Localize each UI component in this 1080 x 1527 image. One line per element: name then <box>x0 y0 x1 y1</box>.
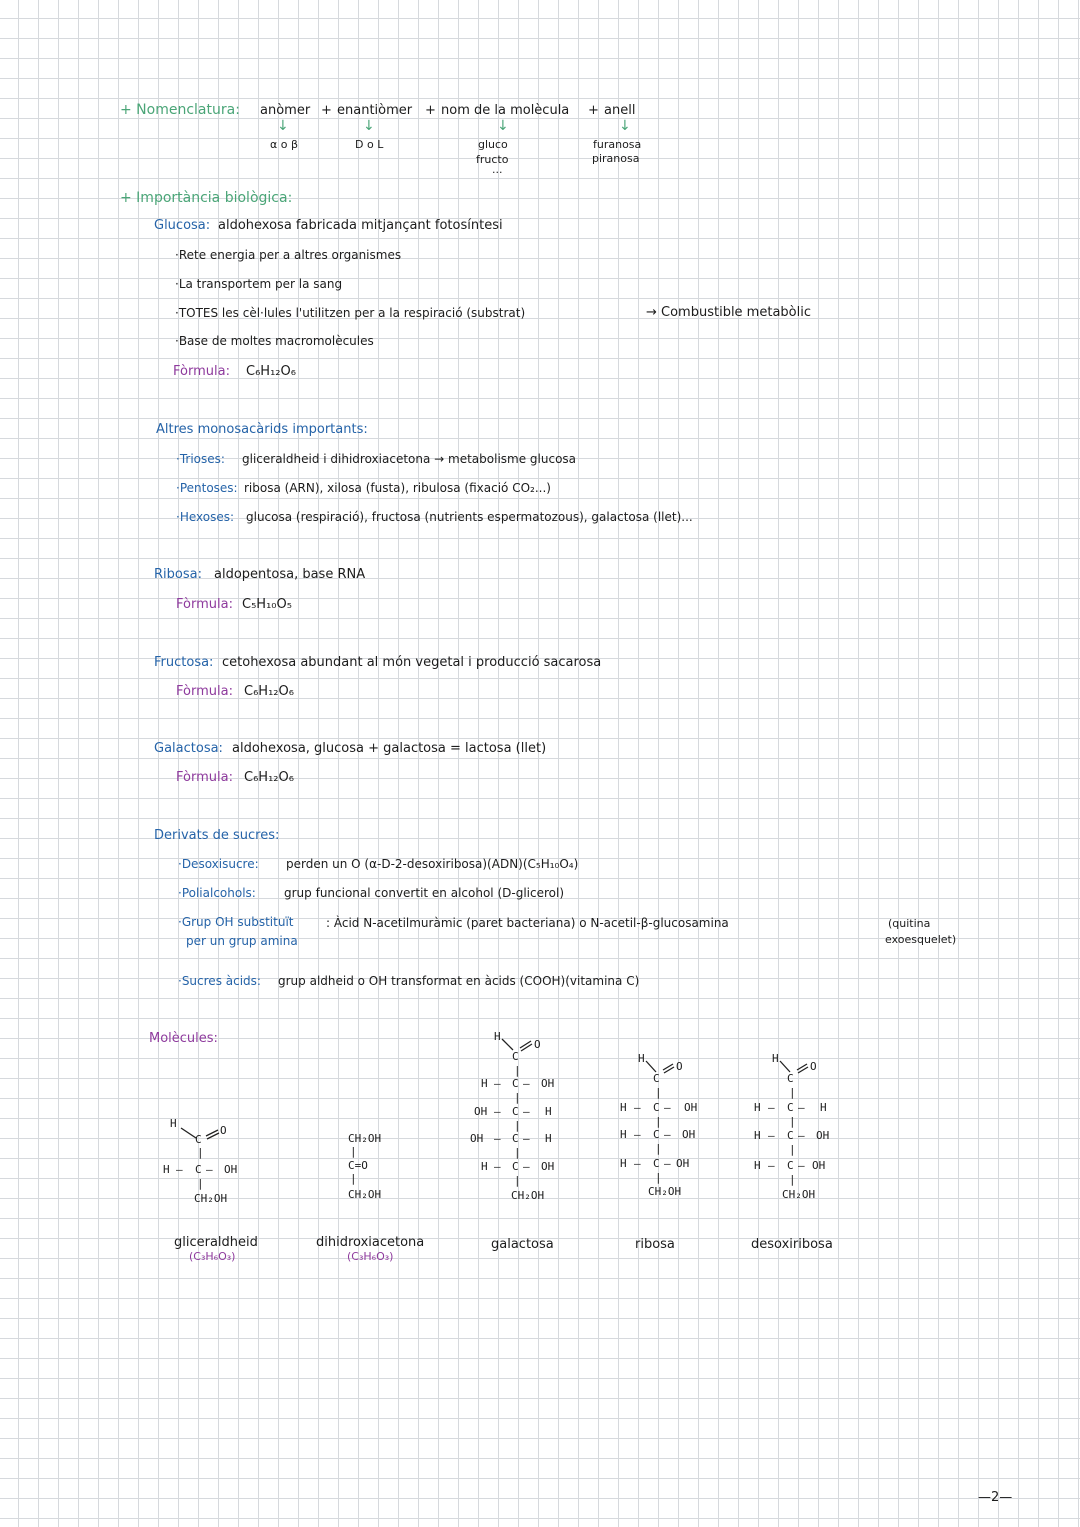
bond-horizontal: — <box>206 1163 213 1176</box>
atom-oh: OH <box>684 1101 698 1114</box>
molecule-name-dihidroxiacetona: dihidroxiacetona <box>316 1235 425 1250</box>
page-number: —2— <box>978 1490 1013 1505</box>
arrow-down-icon: ↓ <box>619 118 631 134</box>
sucres-acids-text: grup aldheid o OH transformat en àcids (COOH)(vitamina C) <box>278 974 640 988</box>
sub-anell-furanosa: furanosa <box>593 138 642 151</box>
nomenclatura-plus-1: + <box>321 103 332 118</box>
bond-vertical: | <box>789 1115 796 1128</box>
atom-ch2oh: CH₂OH <box>782 1188 816 1201</box>
bond-vertical: | <box>197 1146 204 1159</box>
atom-c: C <box>195 1163 202 1176</box>
atom-ch2oh: CH₂OH <box>194 1192 228 1205</box>
atom-oh: OH <box>470 1132 484 1145</box>
nomenclatura-enantiomer: enantiòmer <box>337 103 413 118</box>
atom-oh: OH <box>224 1163 238 1176</box>
trioses-text: gliceraldheid i dihidroxiacetona → metabolisme glucosa <box>242 452 577 466</box>
nomenclatura-nom: nom de la molècula <box>441 103 570 118</box>
glucosa-formula-label: Fòrmula: <box>173 364 230 379</box>
bond-horizontal: — <box>634 1157 641 1170</box>
bond-horizontal: — <box>634 1101 641 1114</box>
ribosa-formula: C₅H₁₀O₅ <box>242 597 292 612</box>
atom-oh: OH <box>541 1077 555 1090</box>
bond-horizontal: — <box>664 1128 671 1141</box>
glucosa-bullet-1: ·Rete energia per a altres organismes <box>175 248 402 262</box>
glucosa-bullet-4: ·Base de moltes macromolècules <box>175 334 374 348</box>
atom-oh: OH <box>816 1129 830 1142</box>
bond-horizontal: — <box>494 1132 501 1145</box>
atom-o: O <box>676 1060 683 1073</box>
galactosa-formula: C₆H₁₂O₆ <box>244 770 294 785</box>
atom-c: C <box>653 1072 660 1085</box>
atom-c: C <box>195 1133 202 1146</box>
galactosa-text: aldohexosa, glucosa + galactosa = lactosa (llet) <box>232 741 547 756</box>
atom-h: H <box>163 1163 170 1176</box>
trioses-label: ·Trioses: <box>176 452 225 466</box>
atom-h: H <box>481 1077 488 1090</box>
bond-vertical: | <box>655 1086 662 1099</box>
molecules-title: Molècules: <box>149 1031 218 1046</box>
bond-vertical: | <box>514 1146 521 1159</box>
bond-vertical: | <box>655 1171 662 1184</box>
atom-oh: OH <box>474 1105 488 1118</box>
polialcohols-label: ·Polialcohols: <box>178 886 256 900</box>
nomenclatura-anell: anell <box>604 103 636 118</box>
bond-vertical: | <box>514 1174 521 1187</box>
atom-c: C <box>787 1101 794 1114</box>
atom-h: H <box>820 1101 827 1114</box>
atom-ch2oh: CH₂OH <box>348 1188 382 1201</box>
sub-anell-piranosa: piranosa <box>592 152 640 165</box>
atom-o: O <box>810 1060 817 1073</box>
grup-oh-label-2: per un grup amina <box>186 934 298 948</box>
arrow-down-icon: ↓ <box>497 118 509 134</box>
ribosa-label: Ribosa: <box>154 567 202 582</box>
bond-vertical: | <box>514 1064 521 1077</box>
atom-h: H <box>754 1159 761 1172</box>
glucosa-bullet-3: ·TOTES les cèl·lules l'utilitzen per a la respiració (substrat) <box>175 306 526 320</box>
sucres-acids-label: ·Sucres àcids: <box>178 974 261 988</box>
bond-horizontal: — <box>176 1163 183 1176</box>
hexoses-label: ·Hexoses: <box>176 510 235 524</box>
desoxisucre-label: ·Desoxisucre: <box>178 857 259 871</box>
atom-h: H <box>620 1128 627 1141</box>
bond-vertical: | <box>514 1091 521 1104</box>
atom-c-eq-o: C=O <box>348 1159 368 1172</box>
bond-horizontal: — <box>798 1129 805 1142</box>
bond-vertical: | <box>655 1142 662 1155</box>
bond-horizontal: — <box>523 1160 530 1173</box>
bond-horizontal: — <box>664 1101 671 1114</box>
bond-vertical: | <box>655 1115 662 1128</box>
nomenclatura-plus-2: + <box>425 103 436 118</box>
atom-ch2oh: CH₂OH <box>511 1189 545 1202</box>
sub-enantiomer: D o L <box>355 138 384 151</box>
atom-c: C <box>653 1157 660 1170</box>
bond-horizontal: — <box>494 1105 501 1118</box>
atom-c: C <box>653 1101 660 1114</box>
atom-h: H <box>170 1117 177 1130</box>
atom-oh: OH <box>676 1157 690 1170</box>
nomenclatura-anomer: anòmer <box>260 103 311 118</box>
atom-h: H <box>545 1132 552 1145</box>
atom-c: C <box>512 1050 519 1063</box>
bond-horizontal: — <box>664 1157 671 1170</box>
atom-h: H <box>754 1101 761 1114</box>
bond-vertical: | <box>789 1173 796 1186</box>
atom-ch2oh: CH₂OH <box>348 1132 382 1145</box>
atom-h: H <box>638 1052 645 1065</box>
polialcohols-text: grup funcional convertit en alcohol (D-glicerol) <box>284 886 564 900</box>
bond-horizontal: — <box>523 1132 530 1145</box>
molecule-name-galactosa: galactosa <box>491 1237 554 1252</box>
fructosa-text: cetohexosa abundant al món vegetal i producció sacarosa <box>222 655 602 670</box>
galactosa-label: Galactosa: <box>154 741 223 756</box>
grup-oh-note-1: (quitina <box>888 917 931 930</box>
desoxisucre-text: perden un O (α-D-2-desoxiribosa)(ADN)(C₅H₁₀O₄) <box>286 857 579 871</box>
grup-oh-note-2: exoesquelet) <box>885 933 957 946</box>
atom-c: C <box>512 1105 519 1118</box>
bond-horizontal: — <box>798 1159 805 1172</box>
fructosa-label: Fructosa: <box>154 655 214 670</box>
combustible-metabolic: → Combustible metabòlic <box>646 305 811 320</box>
sub-nom-etc: ... <box>492 163 503 176</box>
aldehyde-bonds <box>642 1058 692 1082</box>
bond-horizontal: — <box>768 1159 775 1172</box>
grup-oh-text: : Àcid N-acetilmuràmic (paret bacteriana) o N-acetil-β-glucosamina <box>326 916 729 930</box>
bond-horizontal: — <box>798 1101 805 1114</box>
bond-vertical: | <box>350 1172 357 1185</box>
bond-vertical: | <box>197 1177 204 1190</box>
molecule-formula-dihidroxiacetona: (C₃H₆O₃) <box>347 1250 394 1263</box>
ribosa-text: aldopentosa, base RNA <box>214 567 366 582</box>
atom-h: H <box>481 1160 488 1173</box>
bond-vertical: | <box>350 1145 357 1158</box>
atom-c: C <box>787 1072 794 1085</box>
nomenclatura-title: + Nomenclatura: <box>120 102 240 118</box>
bond-vertical: | <box>514 1119 521 1132</box>
molecule-formula-gliceraldheid: (C₃H₆O₃) <box>189 1250 236 1263</box>
sub-nom-gluco: gluco <box>478 138 508 151</box>
altres-title: Altres monosacàrids importants: <box>156 422 368 437</box>
aldehyde-bonds <box>176 1124 236 1154</box>
glucosa-text: aldohexosa fabricada mitjançant fotosíntesi <box>218 218 503 233</box>
glucosa-bullet-2: ·La transportem per la sang <box>175 277 343 291</box>
atom-c: C <box>653 1128 660 1141</box>
bond-horizontal: — <box>494 1077 501 1090</box>
molecule-name-ribosa: ribosa <box>635 1237 675 1252</box>
arrow-down-icon: ↓ <box>277 118 289 134</box>
bond-horizontal: — <box>634 1128 641 1141</box>
atom-c: C <box>512 1077 519 1090</box>
atom-oh: OH <box>812 1159 826 1172</box>
atom-h: H <box>772 1052 779 1065</box>
bond-vertical: | <box>789 1143 796 1156</box>
atom-h: H <box>494 1030 501 1043</box>
grup-oh-label-1: ·Grup OH substituït <box>178 915 294 929</box>
atom-h: H <box>754 1129 761 1142</box>
bond-vertical: | <box>789 1086 796 1099</box>
aldehyde-bonds <box>776 1058 826 1082</box>
bond-horizontal: — <box>523 1105 530 1118</box>
hexoses-text: glucosa (respiració), fructosa (nutrients espermatozous), galactosa (llet)... <box>246 510 693 524</box>
derivats-title: Derivats de sucres: <box>154 828 280 843</box>
bond-horizontal: — <box>523 1077 530 1090</box>
atom-o: O <box>534 1038 541 1051</box>
bond-horizontal: — <box>768 1101 775 1114</box>
sub-nom-fructo: fructo <box>476 153 509 166</box>
molecule-name-gliceraldheid: gliceraldheid <box>174 1235 258 1250</box>
pentoses-text: ribosa (ARN), xilosa (fusta), ribulosa (fixació CO₂...) <box>244 481 551 495</box>
atom-o: O <box>220 1124 227 1137</box>
glucosa-label: Glucosa: <box>154 218 211 233</box>
importancia-title: + Importància biològica: <box>120 190 293 206</box>
atom-h: H <box>545 1105 552 1118</box>
nomenclatura-plus-3: + <box>588 103 599 118</box>
atom-c: C <box>512 1160 519 1173</box>
sub-anomer: α o β <box>270 138 298 151</box>
arrow-down-icon: ↓ <box>363 118 375 134</box>
atom-oh: OH <box>541 1160 555 1173</box>
atom-c: C <box>787 1159 794 1172</box>
fructosa-formula-label: Fòrmula: <box>176 684 233 699</box>
atom-oh: OH <box>682 1128 696 1141</box>
atom-c: C <box>512 1132 519 1145</box>
bond-horizontal: — <box>768 1129 775 1142</box>
atom-c: C <box>787 1129 794 1142</box>
molecule-name-desoxiribosa: desoxiribosa <box>751 1237 833 1252</box>
atom-ch2oh: CH₂OH <box>648 1185 682 1198</box>
atom-h: H <box>620 1157 627 1170</box>
glucosa-formula: C₆H₁₂O₆ <box>246 364 296 379</box>
pentoses-label: ·Pentoses: <box>176 481 238 495</box>
galactosa-formula-label: Fòrmula: <box>176 770 233 785</box>
ribosa-formula-label: Fòrmula: <box>176 597 233 612</box>
atom-h: H <box>620 1101 627 1114</box>
fructosa-formula: C₆H₁₂O₆ <box>244 684 294 699</box>
bond-horizontal: — <box>494 1160 501 1173</box>
